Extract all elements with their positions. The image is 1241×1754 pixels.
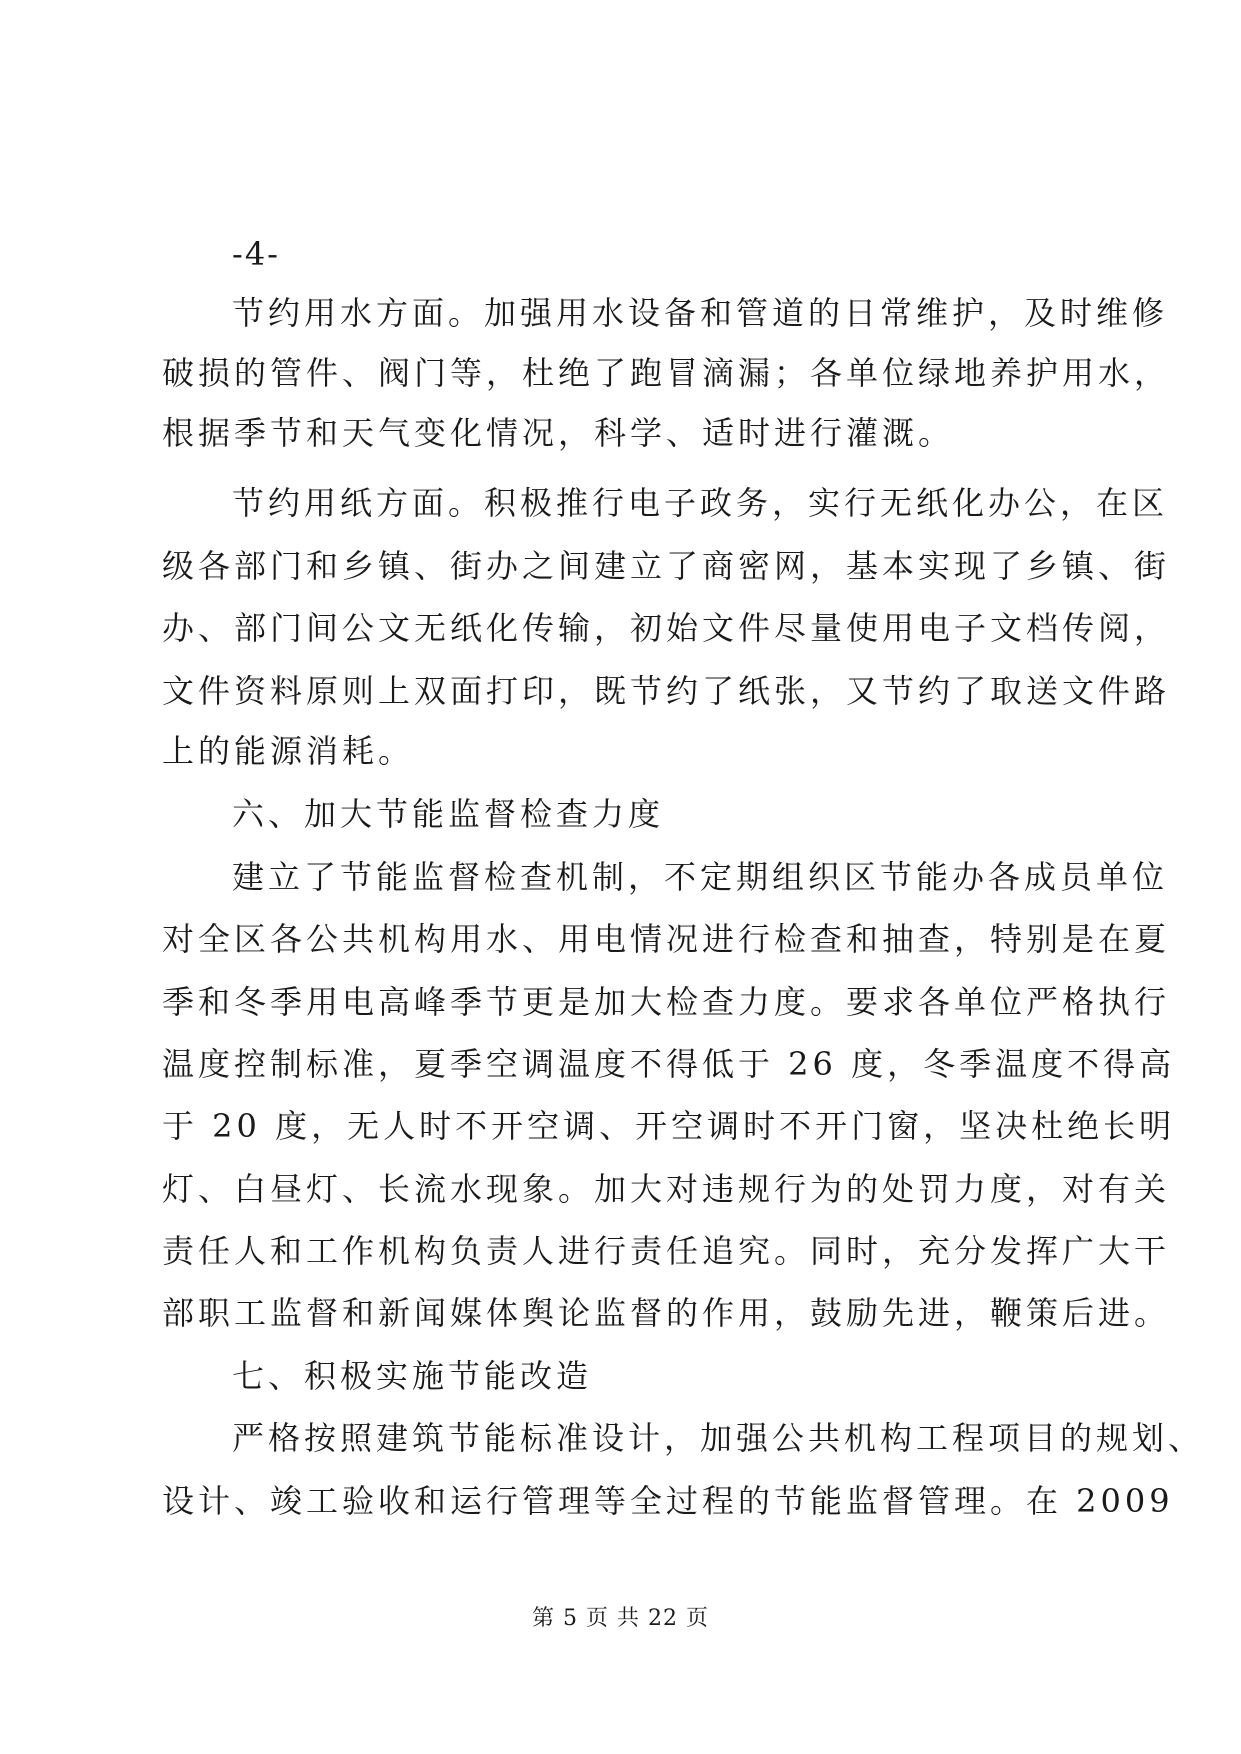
paragraph-inspection-line-6: 灯、白昼灯、长流水现象。加大对违规行为的处罚力度，对有关	[162, 1170, 1171, 1208]
section-heading-7: 七、积极实施节能改造	[232, 1357, 593, 1395]
page-marker: -4-	[232, 235, 280, 273]
paragraph-water-line-3: 根据季节和天气变化情况，科学、适时进行灌溉。	[162, 414, 955, 452]
paragraph-paper-line-2: 级各部门和乡镇、街办之间建立了商密网，基本实现了乡镇、街	[162, 547, 1171, 585]
section-heading-6: 六、加大节能监督检查力度	[232, 795, 665, 833]
paragraph-inspection-line-3: 季和冬季用电高峰季节更是加大检查力度。要求各单位严格执行	[162, 983, 1171, 1021]
paragraph-inspection-line-5: 于 20 度，无人时不开空调、开空调时不开门窗，坚决杜绝长明	[162, 1107, 1176, 1145]
paragraph-inspection-line-2: 对全区各公共机构用水、用电情况进行检查和抽查，特别是在夏	[162, 920, 1171, 958]
page-footer: 第 5 页 共 22 页	[532, 1606, 709, 1631]
paragraph-water-line-2: 破损的管件、阀门等，杜绝了跑冒滴漏；各单位绿地养护用水，	[162, 354, 1171, 392]
paragraph-paper-line-4: 文件资料原则上双面打印，既节约了纸张，又节约了取送文件路	[162, 672, 1171, 710]
paragraph-retrofit-line-2: 设计、竣工验收和运行管理等全过程的节能监督管理。在 2009	[162, 1482, 1174, 1520]
paragraph-paper-line-1: 节约用纸方面。积极推行电子政务，实行无纸化办公，在区	[232, 484, 1169, 522]
paragraph-inspection-line-1: 建立了节能监督检查机制，不定期组织区节能办各成员单位	[232, 858, 1169, 896]
paragraph-retrofit-line-1: 严格按照建筑节能标准设计，加强公共机构工程项目的规划、	[232, 1419, 1205, 1457]
paragraph-inspection-line-7: 责任人和工作机构负责人进行责任追究。同时，充分发挥广大干	[162, 1232, 1171, 1270]
paragraph-water-line-1: 节约用水方面。加强用水设备和管道的日常维护，及时维修	[232, 294, 1169, 332]
paragraph-paper-line-3: 办、部门间公文无纸化传输，初始文件尽量使用电子文档传阅，	[162, 609, 1171, 647]
paragraph-inspection-line-4: 温度控制标准，夏季空调温度不得低于 26 度，冬季温度不得高	[162, 1045, 1176, 1083]
paragraph-paper-line-5: 上的能源消耗。	[162, 732, 415, 770]
paragraph-inspection-line-8: 部职工监督和新闻媒体舆论监督的作用，鼓励先进，鞭策后进。	[162, 1294, 1171, 1332]
